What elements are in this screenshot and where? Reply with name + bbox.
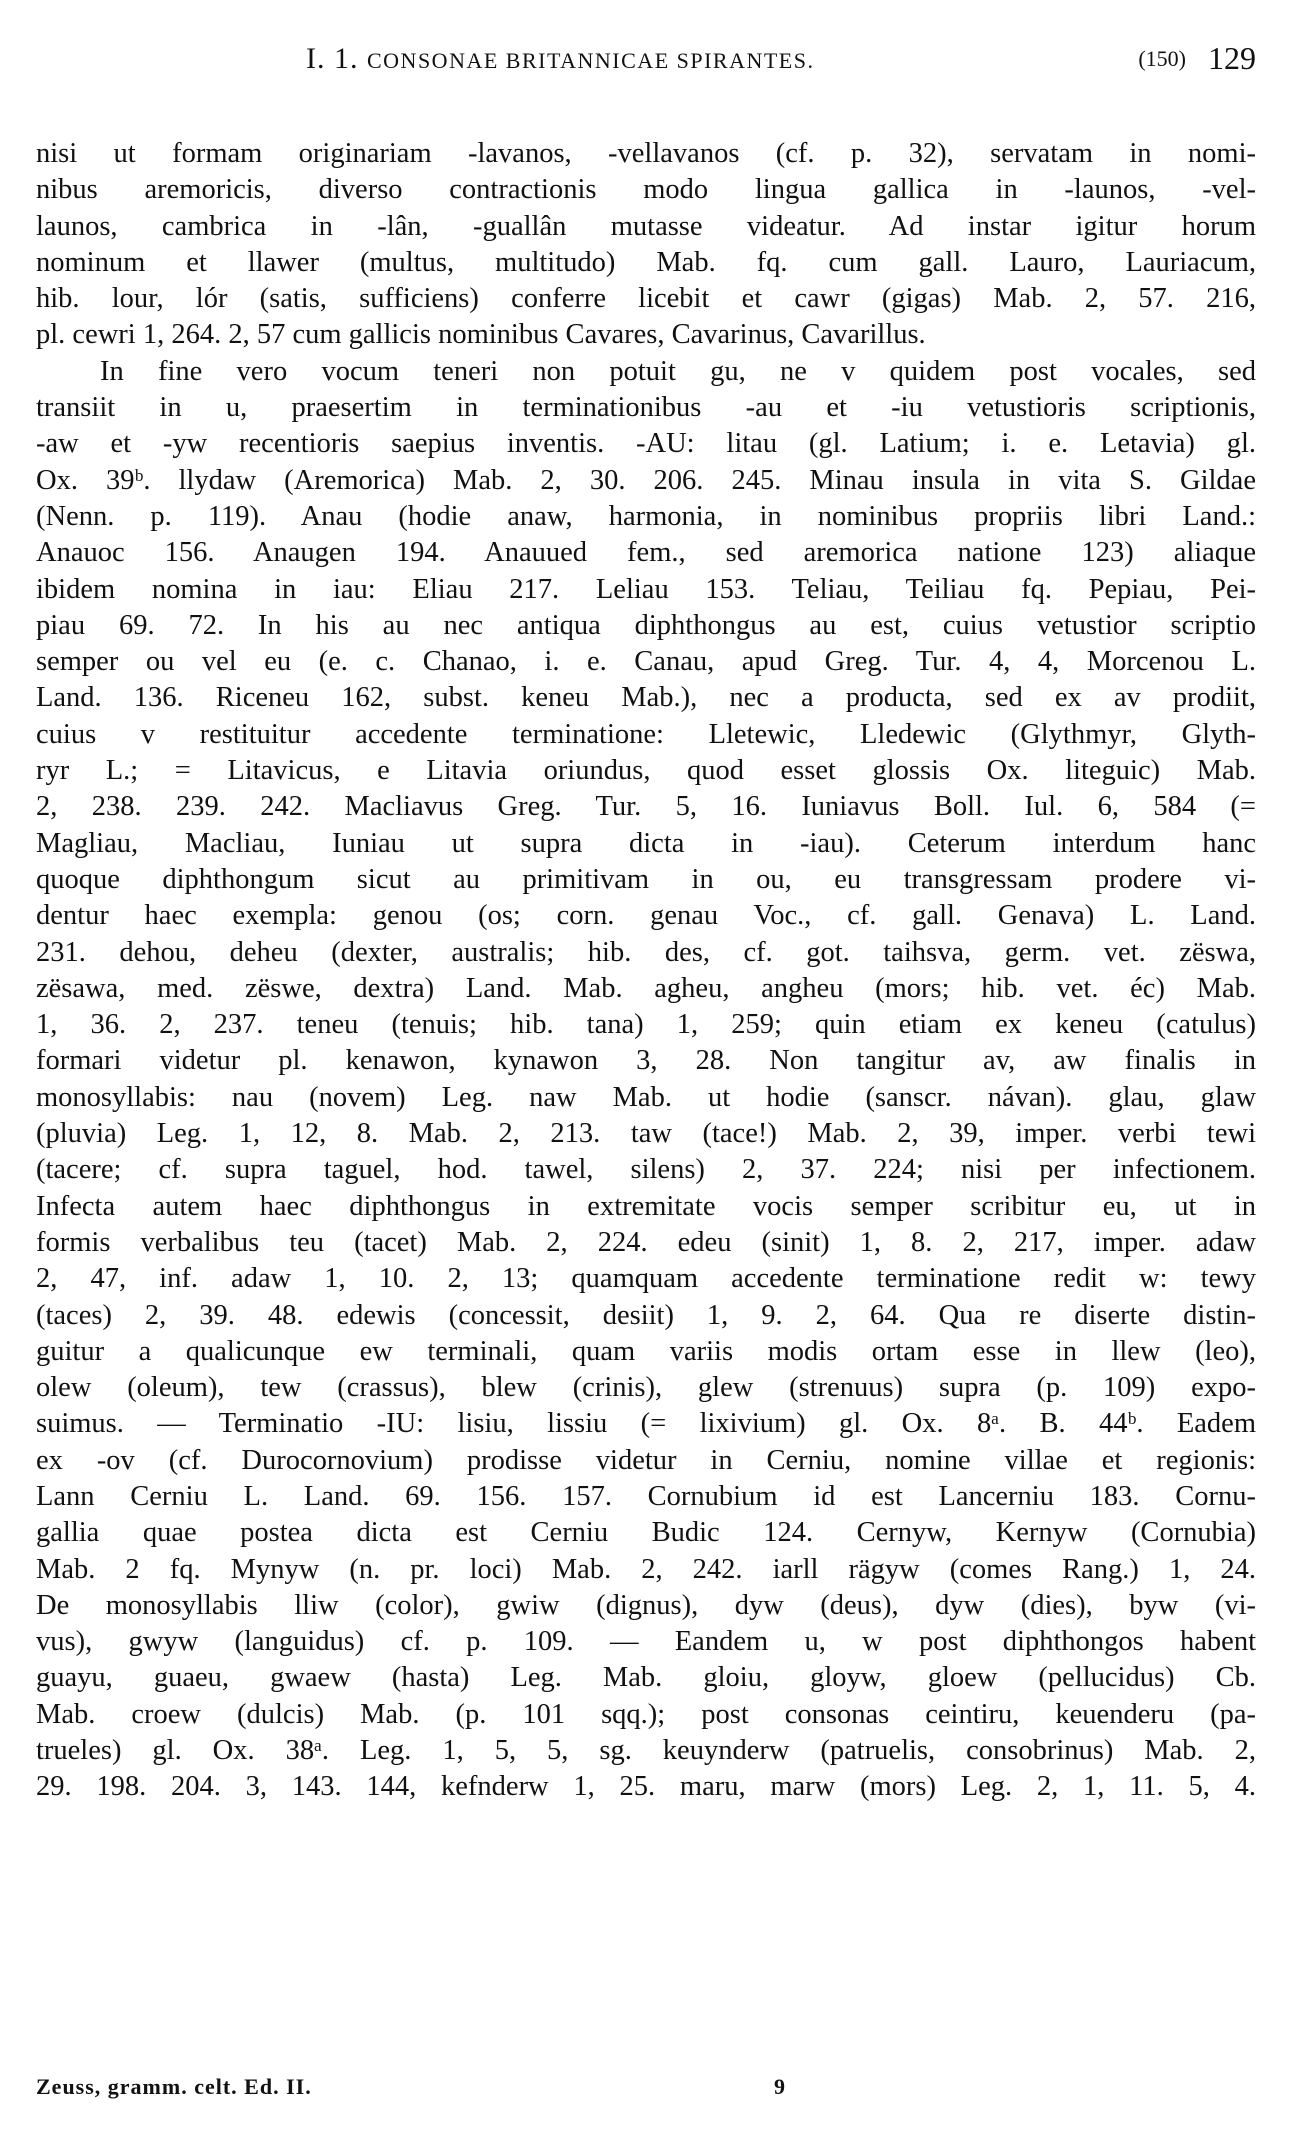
text-line: launos, cambrica in -lân, -guallân mutasse videatur. Ad instar igitur horum xyxy=(36,210,1256,242)
text-line: nisi ut formam originariam -lavanos, -vellavanos (cf. p. 32), servatam in nomi- xyxy=(36,138,1256,169)
text-line: monosyllabis: nau (novem) Leg. naw Mab. ut hodie (sanscr. návan). glau, glaw xyxy=(36,1081,1256,1113)
text-line: nominum et llawer (multus, multitudo) Mab. fq. cum gall. Lauro, Lauriacum, xyxy=(36,246,1256,278)
text-line: trueles) gl. Ox. 38ᵃ. Leg. 1, 5, 5, sg. keuynderw (patruelis, consobrinus) Mab. 2, xyxy=(36,1735,1256,1767)
text-line: olew (oleum), tew (crassus), blew (crinis), glew (strenuus) supra (p. 109) expo- xyxy=(36,1372,1256,1404)
text-line: piau 69. 72. In his au nec antiqua diphthongus au est, cuius vetustior scriptio xyxy=(36,609,1256,641)
text-line: hib. lour, lór (satis, sufficiens) conferre licebit et cawr (gigas) Mab. 2, 57. 216, xyxy=(36,283,1256,315)
text-line: zësawa, med. zëswe, dextra) Land. Mab. agheu, angheu (mors; hib. vet. éc) Mab. xyxy=(36,972,1256,1004)
text-line: quoque diphthongum sicut au primitivam in ou, eu transgressam prodere vi- xyxy=(36,863,1256,895)
text-line: guayu, guaeu, gwaew (hasta) Leg. Mab. gloiu, gloyw, gloew (pellucidus) Cb. xyxy=(36,1662,1256,1694)
text-line: dentur haec exempla: genou (os; corn. genau Voc., cf. gall. Genava) L. Land. xyxy=(36,900,1256,932)
page-header xyxy=(36,36,1256,96)
body-text xyxy=(36,136,1256,1806)
section-number: I. 1. xyxy=(306,42,359,75)
text-line: 231. dehou, deheu (dexter, australis; hib. des, cf. got. taihsva, germ. vet. zëswa, xyxy=(36,936,1256,968)
text-line: Mab. croew (dulcis) Mab. (p. 101 sqq.); post consonas ceintiru, keuenderu (pa- xyxy=(36,1698,1256,1730)
text-line: 2, 47, inf. adaw 1, 10. 2, 13; quamquam accedente terminatione redit w: tewy xyxy=(36,1263,1256,1295)
text-line: 29. 198. 204. 3, 143. 144, kefnderw 1, 25. maru, marw (mors) Leg. 2, 1, 11. 5, 4. xyxy=(36,1771,1256,1803)
text-line: guitur a qualicunque ew terminali, quam variis modis ortam esse in llew (leo), xyxy=(36,1335,1256,1367)
text-line: -aw et -yw recentioris saepius inventis. -AU: litau (gl. Latium; i. e. Letavia) gl. xyxy=(36,428,1256,460)
running-title xyxy=(306,42,814,76)
chapter-title: CONSONAE BRITANNICAE SPIRANTES. xyxy=(367,48,815,73)
text-line: In fine vero vocum teneri non potuit gu, ne v quidem post vocales, sed xyxy=(100,355,1256,387)
text-line: vus), gwyw (languidus) cf. p. 109. — Eandem u, w post diphthongos habent xyxy=(36,1626,1256,1658)
text-line: formari videtur pl. kenawon, kynawon 3, 28. Non tangitur av, aw finalis in xyxy=(36,1045,1256,1077)
text-line: Lann Cerniu L. Land. 69. 156. 157. Cornubium id est Lancerniu 183. Cornu- xyxy=(36,1480,1256,1512)
text-line: gallia quae postea dicta est Cerniu Budic 124. Cernyw, Kernyw (Cornubia) xyxy=(36,1517,1256,1549)
text-line: (Nenn. p. 119). Anau (hodie anaw, harmonia, in nominibus propriis libri Land.: xyxy=(36,500,1256,532)
text-line: Land. 136. Riceneu 162, subst. keneu Mab.), nec a producta, sed ex av prodiit, xyxy=(36,682,1256,714)
text-line: ex -ov (cf. Durocornovium) prodisse videtur in Cerniu, nomine villae et regionis: xyxy=(36,1444,1256,1476)
book-page xyxy=(36,36,1256,2116)
text-line: (pluvia) Leg. 1, 12, 8. Mab. 2, 213. taw (tace!) Mab. 2, 39, imper. verbi tewi xyxy=(36,1118,1256,1150)
text-line: cuius v restituitur accedente terminatione: Lletewic, Lledewic (Glythmyr, Glyth- xyxy=(36,718,1256,750)
text-line: formis verbalibus teu (tacet) Mab. 2, 224. edeu (sinit) 1, 8. 2, 217, imper. adaw xyxy=(36,1226,1256,1258)
text-line: transiit in u, praesertim in terminationibus -au et -iu vetustioris scriptionis, xyxy=(36,392,1256,424)
signature-number: 9 xyxy=(774,2074,785,2099)
text-line: nibus aremoricis, diverso contractionis modo lingua gallica in -launos, -vel- xyxy=(36,174,1256,206)
text-line: 1, 36. 2, 237. teneu (tenuis; hib. tana) 1, 259; quin etiam ex keneu (catulus) xyxy=(36,1009,1256,1041)
text-line: De monosyllabis lliw (color), gwiw (dignus), dyw (deus), dyw (dies), byw (vi- xyxy=(36,1589,1256,1621)
text-line: (taces) 2, 39. 48. edewis (concessit, desiit) 1, 9. 2, 64. Qua re diserte distin- xyxy=(36,1299,1256,1331)
text-line: pl. cewri 1, 264. 2, 57 cum gallicis nominibus Cavares, Cavarinus, Cavarillus. xyxy=(36,319,926,351)
text-line: semper ou vel eu (e. c. Chanao, i. e. Canau, apud Greg. Tur. 4, 4, Morcenou L. xyxy=(36,646,1256,678)
text-line: Infecta autem haec diphthongus in extremitate vocis semper scribitur eu, ut in xyxy=(36,1190,1256,1222)
text-line: (tacere; cf. supra taguel, hod. tawel, silens) 2, 37. 224; nisi per infectionem. xyxy=(36,1154,1256,1186)
text-line: Magliau, Macliau, Iuniau ut supra dicta in -iau). Ceterum interdum hanc xyxy=(36,827,1256,859)
original-page-number: (150) xyxy=(1138,46,1186,71)
text-line: Mab. 2 fq. Mynyw (n. pr. loci) Mab. 2, 242. iarll rägyw (comes Rang.) 1, 24. xyxy=(36,1553,1256,1585)
text-line: ibidem nomina in iau: Eliau 217. Leliau 153. Teliau, Teiliau fq. Pepiau, Pei- xyxy=(36,573,1256,605)
text-line: ryr L.; = Litavicus, e Litavia oriundus, quod esset glossis Ox. liteguic) Mab. xyxy=(36,755,1256,787)
text-line: suimus. — Terminatio -IU: lisiu, lissiu (= lixivium) gl. Ox. 8ᵃ. B. 44ᵇ. Eadem xyxy=(36,1408,1256,1440)
text-line: Anauoc 156. Anaugen 194. Anauued fem., sed aremorica natione 123) aliaque xyxy=(36,537,1256,569)
text-line: 2, 238. 239. 242. Macliavus Greg. Tur. 5, 16. Iuniavus Boll. Iul. 6, 584 (= xyxy=(36,791,1256,823)
text-line: Ox. 39ᵇ. llydaw (Aremorica) Mab. 2, 30. 206. 245. Minau insula in vita S. Gildae xyxy=(36,464,1256,496)
page-number: 129 xyxy=(1208,40,1256,76)
page-footer xyxy=(36,2074,1256,2114)
signature-title: Zeuss, gramm. celt. Ed. II. xyxy=(36,2074,312,2099)
